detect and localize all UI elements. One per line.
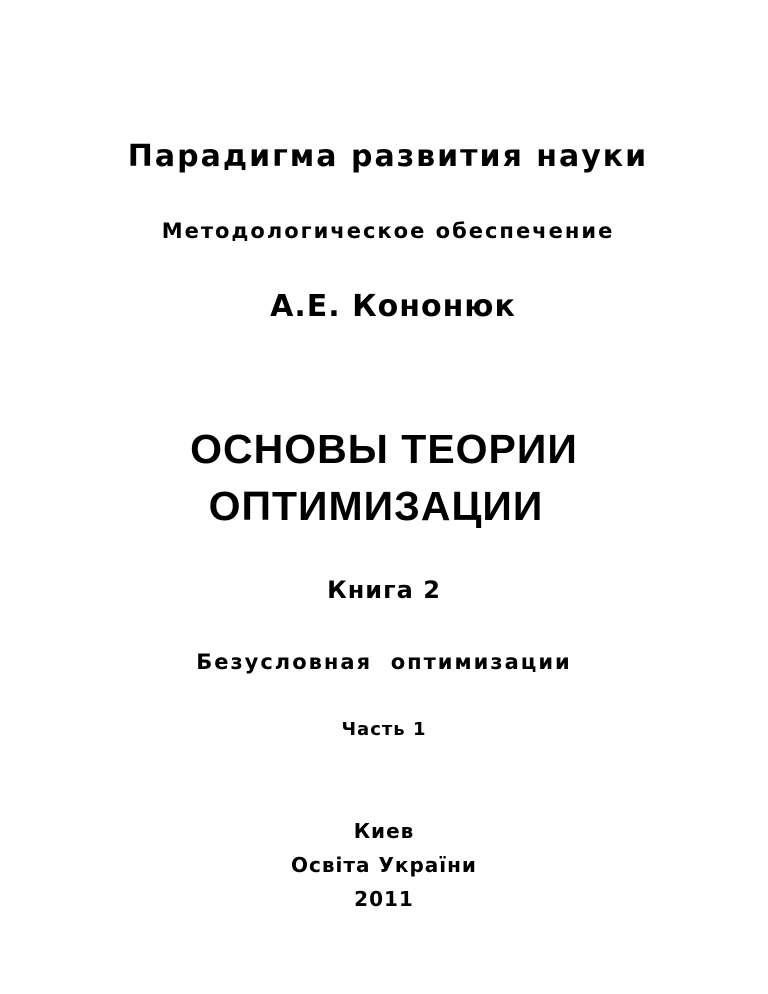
imprint-city: Киев: [353, 819, 415, 843]
main-title-line-1: ОСНОВЫ ТЕОРИИ: [190, 426, 578, 472]
section-title: Безусловная оптимизации: [196, 650, 572, 674]
book-number: Книга 2: [327, 576, 441, 604]
imprint-year: 2011: [354, 887, 414, 911]
part-number: Часть 1: [341, 719, 427, 740]
imprint-publisher: Освіта України: [291, 853, 477, 877]
main-title-line-2: ОПТИМИЗАЦИИ: [208, 483, 544, 529]
author-name: А.Е. Кононюк: [270, 289, 516, 324]
series-title: Парадигма развития науки: [127, 139, 649, 174]
series-subtitle: Методологическое обеспечение: [161, 219, 615, 243]
